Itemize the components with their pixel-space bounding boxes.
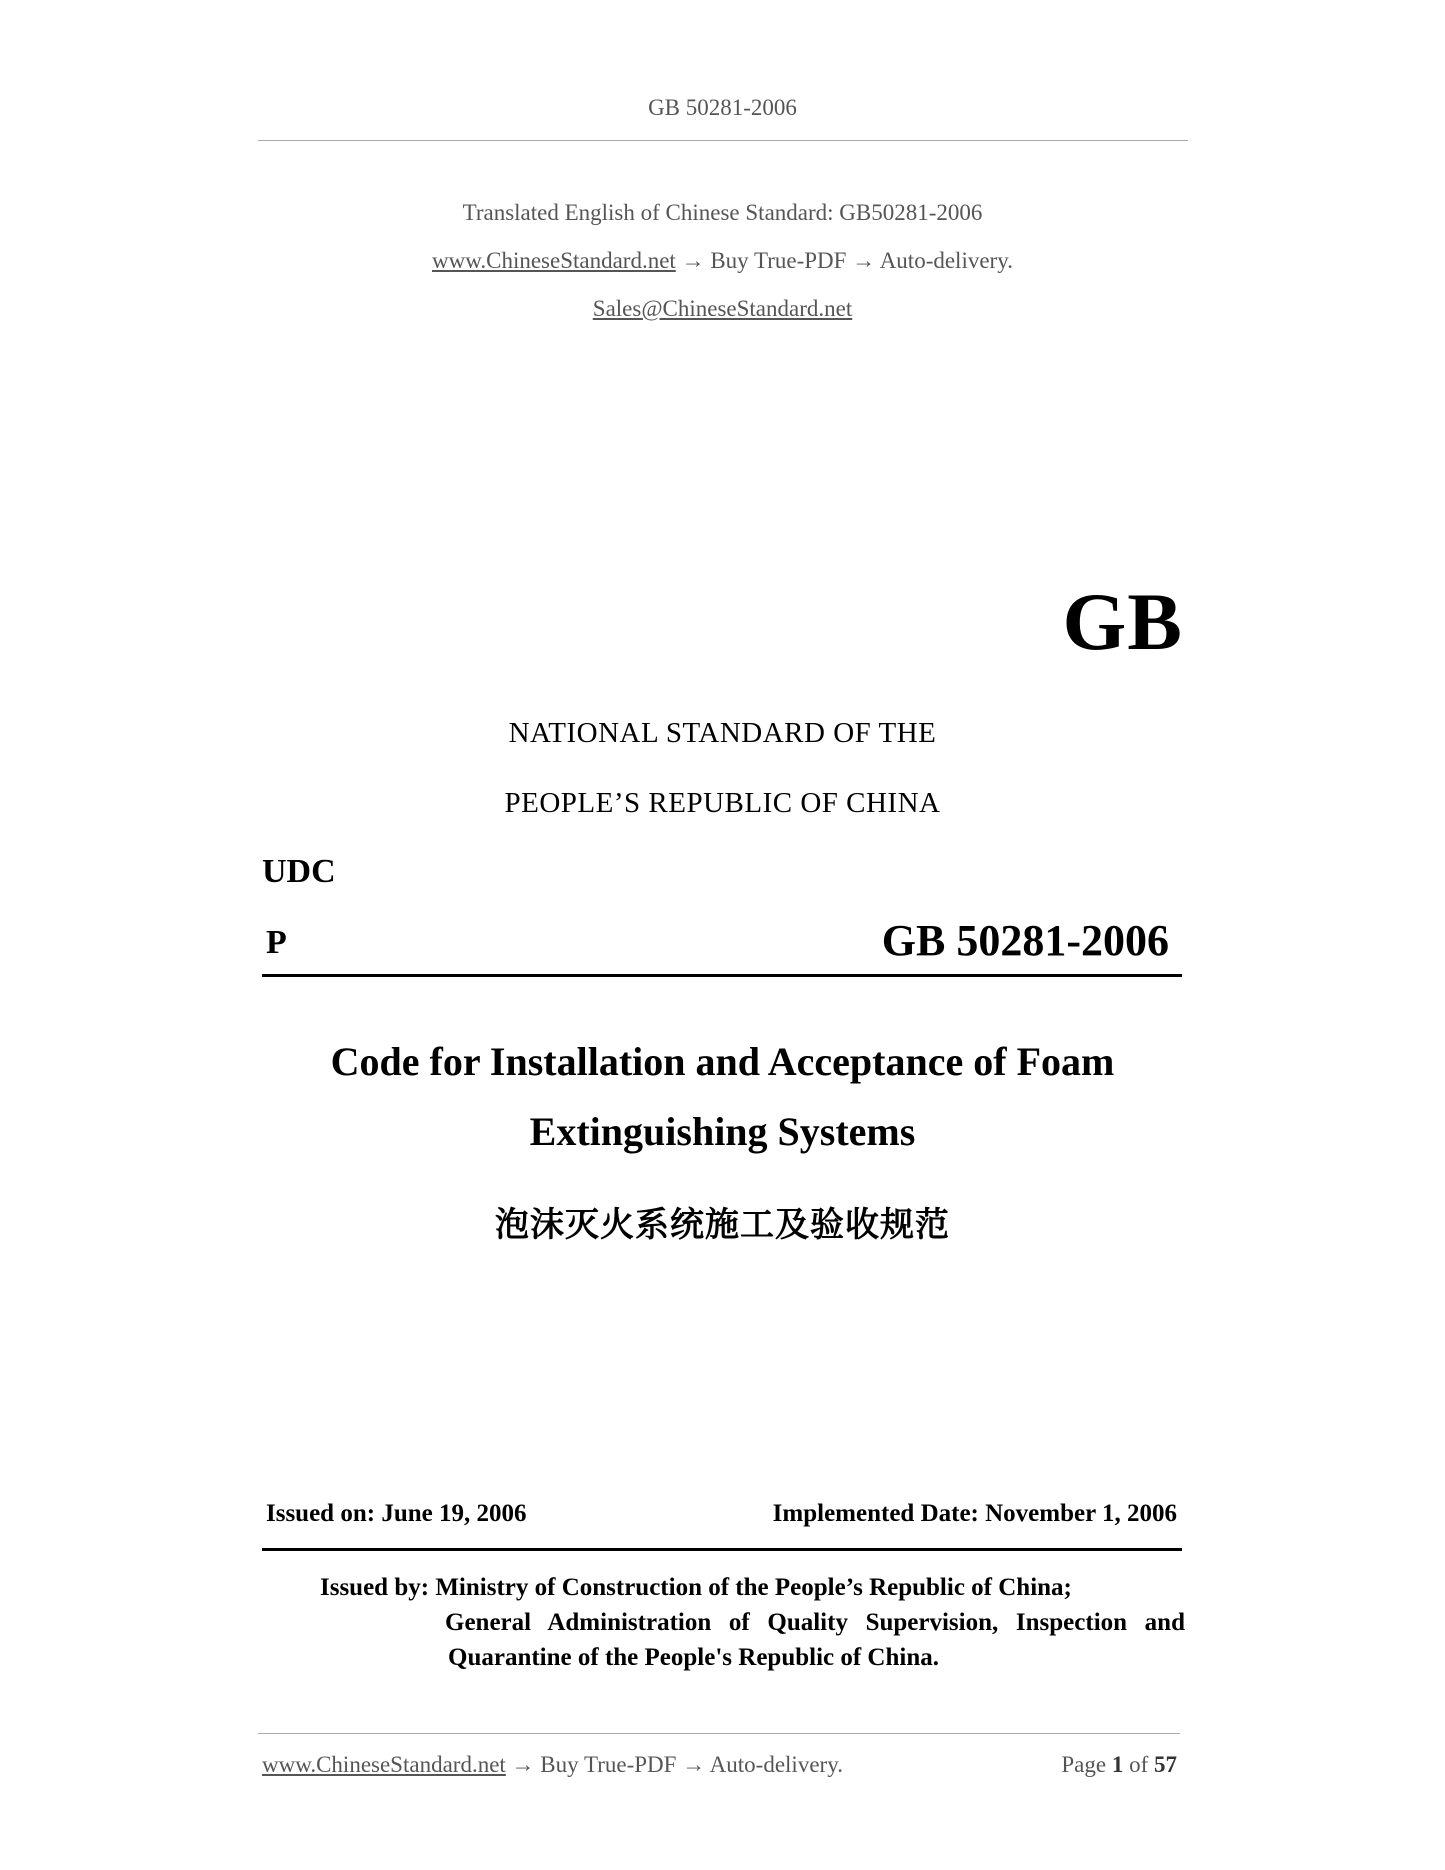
- udc-label: UDC: [262, 853, 336, 890]
- dates-divider: [262, 1548, 1182, 1551]
- arrow-right-icon: →: [681, 248, 705, 273]
- national-standard-line: NATIONAL STANDARD OF THE: [508, 717, 937, 749]
- page-current: 1: [1111, 1752, 1124, 1777]
- of-label: of: [1129, 1752, 1149, 1777]
- issued-by-block: [320, 1570, 1185, 1675]
- arrow-right-icon: →: [511, 1752, 535, 1777]
- p-label: P: [266, 924, 287, 961]
- email-link[interactable]: Sales@ChineseStandard.net: [592, 296, 853, 321]
- arrow-right-icon: →: [682, 1752, 706, 1777]
- page-label: Page: [1061, 1752, 1107, 1777]
- arrow-right-icon: →: [852, 248, 876, 273]
- page-total: 57: [1154, 1752, 1177, 1777]
- footer-divider: [258, 1733, 1180, 1734]
- promo-purchase-line: [0, 248, 1445, 274]
- page-indicator: [1061, 1752, 1177, 1778]
- running-header: GB 50281-2006: [648, 95, 797, 120]
- promo-email-line: [0, 296, 1445, 322]
- footer-site-link[interactable]: www.ChineseStandard.net: [262, 1752, 506, 1777]
- issuer-line-2: General Administration of Quality Supervision, Inspection and: [445, 1609, 1185, 1636]
- footer-buy-text: Buy True-PDF: [540, 1752, 677, 1777]
- header-divider: [258, 140, 1188, 141]
- english-title-line-2: Extinguishing Systems: [529, 1109, 916, 1154]
- promo-translation-line: Translated English of Chinese Standard: GB50281-2006: [462, 200, 983, 225]
- implemented-date: Implemented Date: November 1, 2006: [772, 1500, 1177, 1527]
- footer-auto-delivery-text: Auto-delivery.: [709, 1752, 843, 1777]
- issuer-line-3: Quarantine of the People's Republic of China.: [448, 1644, 939, 1671]
- title-divider: [262, 974, 1182, 977]
- republic-line: PEOPLE’S REPUBLIC OF CHINA: [504, 787, 941, 819]
- buy-text: Buy True-PDF: [710, 248, 847, 273]
- gb-mark: GB: [1062, 576, 1183, 667]
- issued-by-label: Issued by:: [320, 1574, 430, 1601]
- standard-number: GB 50281-2006: [881, 916, 1169, 965]
- footer-promo: [262, 1752, 843, 1778]
- site-link[interactable]: www.ChineseStandard.net: [432, 248, 676, 273]
- chinese-title: 泡沫灭火系统施工及验收规范: [495, 1205, 950, 1245]
- issued-on-date: Issued on: June 19, 2006: [266, 1500, 527, 1527]
- issuer-line-1: [320, 1570, 1185, 1605]
- issuer-ministry: Ministry of Construction of the People’s Republic of China;: [435, 1574, 1072, 1601]
- english-title-line-1: Code for Installation and Acceptance of Foam: [330, 1039, 1115, 1084]
- auto-delivery-text: Auto-delivery.: [879, 248, 1013, 273]
